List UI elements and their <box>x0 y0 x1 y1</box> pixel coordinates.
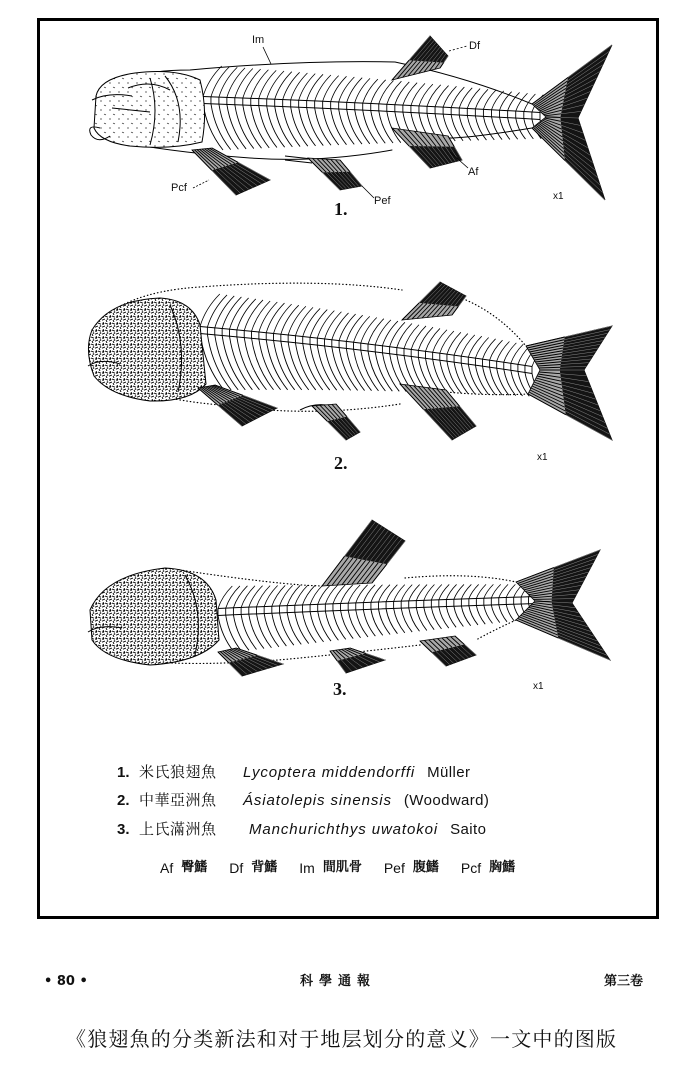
fish-2-asiatolepis-skeleton <box>88 282 612 440</box>
abbreviation-meaning: 胸鰭 <box>489 860 516 875</box>
im-label: Im <box>252 34 265 46</box>
anal-fin <box>420 636 476 666</box>
abbreviation-code: Af <box>160 860 174 876</box>
caudal-fin-upper <box>516 550 600 603</box>
abbreviation-code: Df <box>229 860 244 876</box>
legend-species-3 <box>117 820 486 839</box>
abbreviation-code: Im <box>299 860 315 876</box>
caudal-fin-lower <box>516 601 610 660</box>
caudal-fin-upper <box>526 326 612 370</box>
anal-fin <box>392 128 462 168</box>
abbreviation-meaning: 背鰭 <box>251 860 278 875</box>
abbreviation-code: Pef <box>383 860 405 876</box>
skull <box>88 298 206 401</box>
fish-1-scale: x1 <box>553 191 564 202</box>
species-chinese-name: 上氏滿洲魚 <box>139 820 217 838</box>
species-author: Saito <box>450 821 487 838</box>
species-number: 3. <box>117 821 130 838</box>
fish-1-number: 1. <box>334 199 348 219</box>
abbreviation-pef <box>384 859 439 877</box>
af-label: Af <box>468 166 479 178</box>
fish-3-manchurichthys-skeleton <box>88 520 610 676</box>
page-number: • 80 • <box>44 974 88 989</box>
vertebral-column <box>203 66 551 150</box>
journal-name: 科學通報 <box>300 974 377 989</box>
df-label: Df <box>469 40 480 52</box>
pef-label: Pef <box>374 195 391 207</box>
species-author: Müller <box>427 764 471 781</box>
caudal-fin-lower <box>532 117 605 200</box>
fish-1-lycoptera-skeleton <box>90 36 612 200</box>
species-latin-name: Manchurichthys uwatokoi <box>249 821 439 838</box>
abbreviation-meaning: 臀鰭 <box>181 860 208 875</box>
pelvic-fin <box>312 404 360 440</box>
fish-3-number: 3. <box>333 679 347 699</box>
plate-caption: 《狼翅魚的分类新法和对于地层划分的意义》一文中的图版 <box>66 1027 618 1051</box>
volume-label: 第三卷 <box>604 974 644 989</box>
species-latin-name: Ásiatolepis sinensis <box>243 792 392 809</box>
species-number: 2. <box>117 792 130 809</box>
skull <box>94 72 205 148</box>
pelvic-fin <box>308 158 362 190</box>
anal-fin <box>400 384 476 440</box>
abbreviation-pcf <box>461 859 515 877</box>
dorsal-fin <box>392 36 448 80</box>
dorsal-fin <box>402 282 466 320</box>
pectoral-fin <box>218 648 283 676</box>
vertebral-column <box>218 584 545 652</box>
abbreviation-df <box>229 859 277 877</box>
fish-2-scale: x1 <box>537 452 548 463</box>
pectoral-fin <box>198 385 277 426</box>
fish-3-scale: x1 <box>533 681 544 692</box>
caudal-fin-lower <box>528 370 612 440</box>
species-number: 1. <box>117 764 130 781</box>
abbreviation-af <box>160 859 207 877</box>
abbreviation-meaning: 腹鰭 <box>412 860 439 875</box>
legend-abbreviations <box>160 859 537 877</box>
species-author: (Woodward) <box>403 792 490 809</box>
species-latin-name: Lycoptera middendorffi <box>243 764 416 781</box>
abbreviation-code: Pcf <box>460 860 482 876</box>
abbreviation-im <box>299 859 362 877</box>
species-chinese-name: 米氏狼翅魚 <box>139 763 217 781</box>
legend-species-2 <box>117 791 489 810</box>
pcf-label: Pcf <box>171 182 187 194</box>
species-chinese-name: 中華亞洲魚 <box>139 791 217 809</box>
fish-2-number: 2. <box>334 453 348 473</box>
legend-species-1 <box>117 763 470 782</box>
dorsal-fin <box>322 520 405 586</box>
pectoral-fin <box>192 148 270 195</box>
caudal-fin-upper <box>532 45 612 118</box>
abbreviation-meaning: 間肌骨 <box>322 860 362 875</box>
pelvic-fin <box>330 648 385 673</box>
vertebral-column <box>200 294 544 397</box>
skull <box>90 568 219 665</box>
